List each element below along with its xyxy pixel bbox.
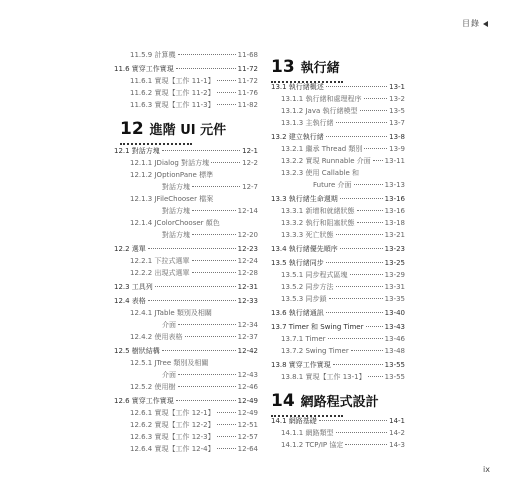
toc-subsection-entry[interactable] <box>162 207 258 216</box>
toc-section-entry[interactable] <box>271 133 405 142</box>
toc-subsection-entry[interactable] <box>130 219 258 228</box>
toc-subsection-entry[interactable] <box>130 433 258 442</box>
entry-title: 13.3.2 執行和阻塞狀態 <box>281 219 355 227</box>
dot-leader <box>178 374 236 375</box>
chapter-number: 12 <box>120 119 144 139</box>
chapter-heading <box>271 391 379 411</box>
entry-page: 13-9 <box>389 145 405 153</box>
entry-title: 12.2 選單 <box>114 245 146 253</box>
triangle-marker-icon <box>483 21 488 27</box>
dot-leader <box>162 150 240 151</box>
toc-subsection-entry[interactable] <box>281 347 405 356</box>
dot-leader <box>192 210 236 211</box>
entry-title: 對話方塊 <box>162 231 190 239</box>
toc-subsection-entry[interactable] <box>281 119 405 128</box>
toc-subsection-entry[interactable] <box>162 321 258 330</box>
entry-title: 13.3.3 死亡狀態 <box>281 231 334 239</box>
toc-subsection-entry[interactable] <box>130 269 258 278</box>
dot-leader <box>176 400 236 401</box>
entry-page: 12-46 <box>237 383 258 391</box>
dot-leader <box>364 98 388 99</box>
entry-title: Future 介面 <box>313 181 352 189</box>
entry-title: 13.5.1 同步程式區塊 <box>281 271 348 279</box>
entry-page: 13-11 <box>384 157 405 165</box>
toc-subsection-entry[interactable] <box>130 89 258 98</box>
dot-leader <box>357 222 383 223</box>
dot-leader <box>326 312 383 313</box>
toc-subsection-entry[interactable] <box>162 231 258 240</box>
toc-subsection-entry[interactable] <box>130 309 258 318</box>
toc-section-entry[interactable] <box>271 83 405 92</box>
dot-leader <box>217 448 236 449</box>
entry-page: 12-1 <box>242 147 258 155</box>
dot-leader <box>326 262 383 263</box>
dot-leader <box>192 272 236 273</box>
dot-leader <box>366 326 383 327</box>
toc-subsection-entry[interactable] <box>281 335 405 344</box>
entry-page: 13-46 <box>384 335 405 343</box>
dot-leader <box>217 436 236 437</box>
toc-section-entry[interactable] <box>271 361 405 370</box>
entry-title: 13.2.2 實現 Runnable 介面 <box>281 157 371 165</box>
toc-section-entry[interactable] <box>114 245 258 254</box>
dot-leader <box>368 376 383 377</box>
dot-leader <box>162 350 236 351</box>
dot-leader <box>185 336 236 337</box>
entry-page: 11-76 <box>237 89 258 97</box>
toc-subsection-entry[interactable] <box>130 409 258 418</box>
dot-leader <box>192 260 236 261</box>
dot-leader <box>336 286 383 287</box>
entry-page: 13-31 <box>384 283 405 291</box>
entry-title: 13.2.3 使用 Callable 和 <box>281 169 359 177</box>
toc-subsection-entry[interactable] <box>130 171 258 180</box>
dot-leader <box>336 122 388 123</box>
toc-subsection-entry[interactable] <box>162 371 258 380</box>
entry-title: 13.5.2 同步方法 <box>281 283 334 291</box>
dot-leader <box>178 324 236 325</box>
header-label: 目錄 <box>462 19 480 28</box>
entry-title: 12.1.2 JOptionPane 標準 <box>130 171 214 179</box>
entry-page: 14-1 <box>389 417 405 425</box>
entry-title: 12.6.1 實現【工作 12-1】 <box>130 409 215 417</box>
entry-title: 13.3 執行緒生命週期 <box>271 195 338 203</box>
dot-leader <box>354 184 383 185</box>
entry-title: 13.7 Timer 和 Swing Timer <box>271 323 364 331</box>
entry-page: 13-7 <box>389 119 405 127</box>
entry-title: 14.1.1 網路類型 <box>281 429 334 437</box>
dot-leader <box>328 338 383 339</box>
toc-section-entry[interactable] <box>271 245 405 254</box>
entry-title: 12.5.1 JTree 類別及相關 <box>130 359 209 367</box>
entry-page: 13-8 <box>389 133 405 141</box>
entry-title: 12.6 實穿工作實現 <box>114 397 174 405</box>
dot-leader <box>364 148 387 149</box>
entry-title: 12.1 對話方塊 <box>114 147 160 155</box>
chapter-heading <box>120 119 226 139</box>
entry-page: 13-5 <box>389 107 405 115</box>
entry-page: 13-18 <box>384 219 405 227</box>
toc-subsection-entry[interactable] <box>281 219 405 228</box>
entry-page: 12-42 <box>237 347 258 355</box>
dot-leader <box>345 444 387 445</box>
toc-subsection-entry[interactable] <box>130 195 258 204</box>
toc-subsection-entry[interactable] <box>281 271 405 280</box>
entry-page: 12-49 <box>237 397 258 405</box>
dot-leader <box>340 198 383 199</box>
entry-page: 13-16 <box>384 207 405 215</box>
entry-page: 12-64 <box>237 445 258 453</box>
entry-title: 13.7.2 Swing Timer <box>281 347 349 355</box>
entry-title: 對話方塊 <box>162 207 190 215</box>
entry-title: 13.2.1 繼承 Thread 類別 <box>281 145 363 153</box>
entry-title: 12.5 樹狀結構 <box>114 347 160 355</box>
chapter-underline <box>120 141 192 145</box>
entry-page: 13-2 <box>389 95 405 103</box>
entry-title: 13.5.3 同步鎖 <box>281 295 327 303</box>
dot-leader <box>350 274 383 275</box>
toc-subsection-entry[interactable] <box>130 445 258 454</box>
entry-title: 12.6.3 實現【工作 12-3】 <box>130 433 215 441</box>
entry-page: 13-29 <box>384 271 405 279</box>
toc-subsection-entry[interactable] <box>281 157 405 166</box>
entry-page: 13-23 <box>384 245 405 253</box>
entry-page: 12-51 <box>237 421 258 429</box>
toc-section-entry[interactable] <box>114 347 258 356</box>
dot-leader <box>326 136 387 137</box>
entry-page: 13-16 <box>384 195 405 203</box>
toc-subsection-entry[interactable] <box>281 231 405 240</box>
toc-subsection-entry[interactable] <box>281 373 405 382</box>
toc-subsection-entry[interactable] <box>130 333 258 342</box>
entry-page: 14-2 <box>389 429 405 437</box>
entry-page: 13-48 <box>384 347 405 355</box>
entry-page: 12-33 <box>237 297 258 305</box>
entry-page: 12-28 <box>237 269 258 277</box>
entry-page: 13-40 <box>384 309 405 317</box>
entry-page: 12-31 <box>237 283 258 291</box>
entry-page: 11-72 <box>237 77 258 85</box>
entry-page: 12-20 <box>237 231 258 239</box>
entry-title: 12.2.1 下拉式選單 <box>130 257 190 265</box>
entry-title: 13.1.2 Java 執行緒模型 <box>281 107 358 115</box>
page-number: ix <box>483 465 490 474</box>
entry-title: 12.2.2 出現式選單 <box>130 269 190 277</box>
entry-title: 13.6 執行緒通訊 <box>271 309 324 317</box>
dot-leader <box>148 248 236 249</box>
entry-page: 12-43 <box>237 371 258 379</box>
toc-section-entry[interactable] <box>114 65 258 74</box>
toc-subsection-entry[interactable] <box>130 51 258 60</box>
dot-leader <box>192 234 236 235</box>
entry-page: 13-13 <box>384 181 405 189</box>
entry-title: 13.1.3 主執行緒 <box>281 119 334 127</box>
dot-leader <box>326 86 387 87</box>
dot-leader <box>217 412 236 413</box>
entry-title: 13.1.1 執行緒和處理程序 <box>281 95 362 103</box>
toc-subsection-entry[interactable] <box>281 107 405 116</box>
entry-title: 12.1.4 JColorChooser 顏色 <box>130 219 220 227</box>
dot-leader <box>148 300 236 301</box>
entry-title: 介面 <box>162 371 176 379</box>
entry-title: 12.3 工具列 <box>114 283 153 291</box>
toc-section-entry[interactable] <box>271 323 405 332</box>
toc-subsection-entry[interactable] <box>281 283 405 292</box>
dot-leader <box>192 186 240 187</box>
dot-leader <box>373 160 383 161</box>
toc-subsection-entry[interactable] <box>281 441 405 450</box>
entry-page: 13-21 <box>384 231 405 239</box>
toc-section-entry[interactable] <box>271 195 405 204</box>
toc-section-entry[interactable] <box>271 417 405 426</box>
entry-title: 11.6.1 實現【工作 11-1】 <box>130 77 215 85</box>
entry-page: 14-3 <box>389 441 405 449</box>
chapter-number: 14 <box>271 391 295 411</box>
entry-page: 12-14 <box>237 207 258 215</box>
toc-subsection-entry[interactable] <box>130 159 258 168</box>
dot-leader <box>217 104 236 105</box>
toc-subsection-entry[interactable] <box>281 295 405 304</box>
toc-subsection-entry[interactable] <box>281 429 405 438</box>
entry-title: 12.5.2 使用樹 <box>130 383 176 391</box>
toc-subsection-entry[interactable] <box>130 101 258 110</box>
dot-leader <box>336 432 388 433</box>
entry-page: 11-82 <box>237 101 258 109</box>
dot-leader <box>155 286 236 287</box>
entry-title: 13.1 執行緒概述 <box>271 83 324 91</box>
dot-leader <box>336 234 383 235</box>
toc-subsection-entry[interactable] <box>281 169 405 178</box>
dot-leader <box>360 110 388 111</box>
entry-title: 13.2 建立執行緒 <box>271 133 324 141</box>
entry-title: 對話方塊 <box>162 183 190 191</box>
entry-title: 12.4.2 使用表格 <box>130 333 183 341</box>
chapter-title: 進階 UI 元件 <box>149 123 227 138</box>
entry-title: 11.6.3 實現【工作 11-3】 <box>130 101 215 109</box>
entry-page: 12-24 <box>237 257 258 265</box>
dot-leader <box>319 420 387 421</box>
toc-section-entry[interactable] <box>114 297 258 306</box>
entry-page: 13-35 <box>384 295 405 303</box>
entry-title: 11.6.2 實現【工作 11-2】 <box>130 89 215 97</box>
dot-leader <box>329 298 383 299</box>
entry-title: 13.8.1 實現【工作 13-1】 <box>281 373 366 381</box>
dot-leader <box>357 210 383 211</box>
toc-subsection-entry[interactable] <box>313 181 405 190</box>
entry-title: 13.4 執行緒優先順序 <box>271 245 338 253</box>
dot-leader <box>351 350 383 351</box>
entry-title: 12.6.2 實現【工作 12-2】 <box>130 421 215 429</box>
entry-title: 12.1.1 JDialog 對話方塊 <box>130 159 210 167</box>
chapter-title: 網路程式設計 <box>300 395 379 410</box>
toc-subsection-entry[interactable] <box>130 257 258 266</box>
dot-leader <box>217 424 236 425</box>
entry-title: 13.5 執行緒同步 <box>271 259 324 267</box>
entry-title: 14.1.2 TCP/IP 協定 <box>281 441 344 449</box>
entry-page: 12-7 <box>242 183 258 191</box>
entry-page: 13-1 <box>389 83 405 91</box>
entry-page: 12-57 <box>237 433 258 441</box>
entry-title: 12.4 表格 <box>114 297 146 305</box>
dot-leader <box>211 162 240 163</box>
toc-section-entry[interactable] <box>114 283 258 292</box>
entry-title: 13.8 實穿工作實現 <box>271 361 331 369</box>
toc-subsection-entry[interactable] <box>281 95 405 104</box>
entry-title: 14.1 網路基礎 <box>271 417 317 425</box>
toc-subsection-entry[interactable] <box>162 183 258 192</box>
entry-page: 12-2 <box>242 159 258 167</box>
toc-section-entry[interactable] <box>271 309 405 318</box>
dot-leader <box>217 92 236 93</box>
dot-leader <box>178 386 236 387</box>
entry-title: 12.6.4 實現【工作 12-4】 <box>130 445 215 453</box>
toc-subsection-entry[interactable] <box>130 421 258 430</box>
entry-page: 11-68 <box>237 51 258 59</box>
entry-page: 13-55 <box>384 361 405 369</box>
dot-leader <box>333 364 383 365</box>
section-header <box>462 18 488 29</box>
entry-page: 12-34 <box>237 321 258 329</box>
toc-subsection-entry[interactable] <box>130 383 258 392</box>
entry-page: 12-49 <box>237 409 258 417</box>
chapter-heading <box>271 57 340 77</box>
toc-section-entry[interactable] <box>114 397 258 406</box>
entry-title: 13.7.1 Timer <box>281 335 326 343</box>
entry-title: 12.1.3 JFileChooser 檔案 <box>130 195 214 203</box>
entry-page: 13-43 <box>384 323 405 331</box>
toc-subsection-entry[interactable] <box>130 359 258 368</box>
dot-leader <box>178 54 236 55</box>
entry-title: 11.6 實穿工作實現 <box>114 65 174 73</box>
dot-leader <box>217 80 236 81</box>
entry-page: 13-25 <box>384 259 405 267</box>
toc-subsection-entry[interactable] <box>281 145 405 154</box>
entry-title: 11.5.9 計算機 <box>130 51 176 59</box>
entry-title: 介面 <box>162 321 176 329</box>
chapter-number: 13 <box>271 57 295 77</box>
entry-page: 12-23 <box>237 245 258 253</box>
entry-page: 12-37 <box>237 333 258 341</box>
toc-section-entry[interactable] <box>114 147 258 156</box>
toc-subsection-entry[interactable] <box>281 207 405 216</box>
chapter-title: 執行緒 <box>300 61 340 76</box>
entry-title: 12.4.1 JTable 類別及相關 <box>130 309 212 317</box>
entry-title: 13.3.1 新增和就緒狀態 <box>281 207 355 215</box>
toc-section-entry[interactable] <box>271 259 405 268</box>
dot-leader <box>176 68 236 69</box>
entry-page: 11-72 <box>237 65 258 73</box>
toc-subsection-entry[interactable] <box>130 77 258 86</box>
entry-page: 13-55 <box>384 373 405 381</box>
dot-leader <box>340 248 383 249</box>
